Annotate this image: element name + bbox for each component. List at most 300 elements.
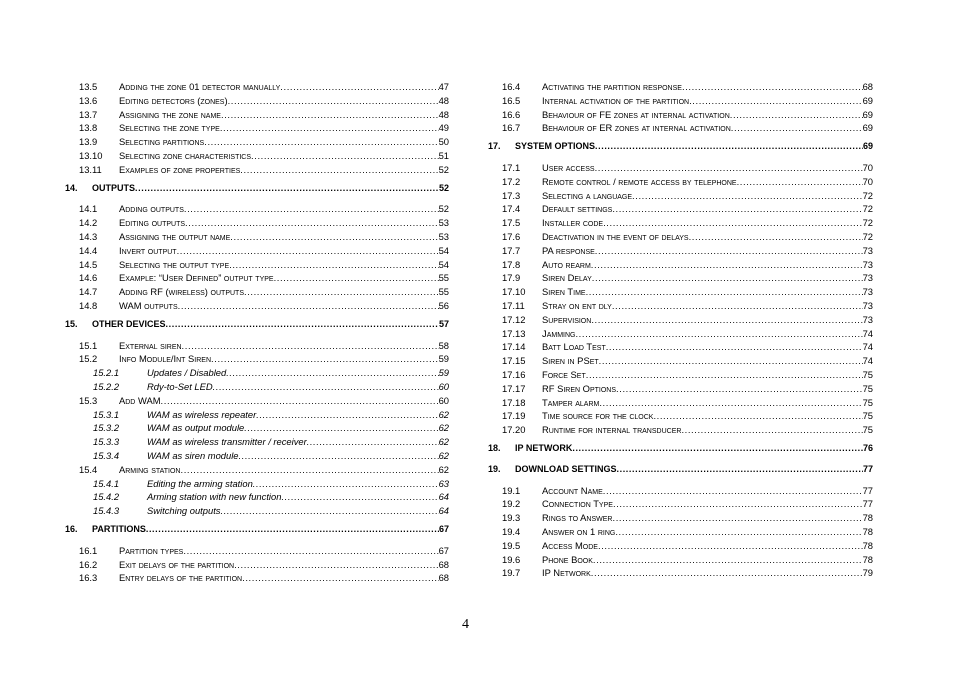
toc-entry-number: 14.6 [79, 272, 98, 284]
toc-entry[interactable] [502, 189, 873, 203]
toc-dot-leader [616, 382, 863, 396]
toc-entry-number: 14.7 [79, 286, 98, 298]
toc-dot-leader [204, 135, 438, 149]
toc-dot-leader [689, 94, 862, 108]
toc-dot-leader [599, 354, 863, 368]
toc-dot-leader [689, 230, 863, 244]
toc-entry-page: 75 [862, 396, 873, 408]
toc-dot-leader [182, 339, 439, 353]
toc-dot-leader [185, 216, 439, 230]
toc-entry-page: 62 [438, 408, 449, 420]
toc-dot-leader [244, 421, 438, 435]
toc-right-column [488, 80, 873, 580]
toc-entry-number: 17.3 [502, 189, 521, 201]
toc-dot-leader [146, 523, 439, 537]
toc-dot-leader [591, 258, 863, 272]
toc-entry-number: 17.4 [502, 203, 521, 215]
toc-dot-leader [274, 271, 439, 285]
toc-entry-number: 17.19 [502, 410, 526, 422]
toc-entry-page: 56 [438, 299, 449, 311]
toc-entry[interactable] [502, 484, 873, 498]
toc-entry-number: 19.1 [502, 484, 521, 496]
toc-entry-title: Selecting the output type [119, 258, 230, 270]
toc-dot-leader [615, 525, 862, 539]
toc-entry-title: WAM as wireless repeater [147, 408, 257, 420]
toc-entry-title: Default settings [542, 203, 613, 215]
toc-entry-number: 13.5 [79, 81, 98, 92]
toc-entry-title: RF Siren Options [542, 382, 617, 394]
toc-dot-leader [681, 423, 862, 437]
toc-entry[interactable] [502, 340, 873, 354]
toc-entry-number: 17.1 [502, 161, 521, 173]
toc-dot-leader [244, 285, 439, 299]
toc-entry-number: 17.15 [502, 355, 526, 367]
toc-entry-title: Access Mode [542, 539, 598, 551]
toc-entry-title: Stray on ent dly [542, 299, 612, 311]
toc-entry-page: 70 [862, 175, 873, 187]
toc-entry[interactable] [502, 566, 873, 580]
toc-entry-number: 15.4.3 [93, 505, 120, 517]
toc-entry-title: Arming station with new function [147, 491, 282, 503]
toc-entry-number: 14. [65, 182, 78, 193]
toc-entry[interactable] [79, 216, 449, 230]
toc-dot-leader [240, 163, 438, 177]
toc-entry-page: 53 [438, 217, 449, 229]
toc-entry[interactable] [79, 271, 449, 285]
toc-entry-title: Editing detectors (zones) [119, 94, 228, 106]
toc-dot-leader [591, 313, 862, 327]
toc-dot-leader [229, 258, 438, 272]
toc-entry-title: Force Set [542, 368, 586, 380]
toc-entry-number: 15.3.3 [93, 436, 120, 448]
toc-entry[interactable] [502, 354, 873, 368]
toc-dot-leader [213, 380, 439, 394]
toc-entry-title: IP NETWORK [515, 442, 573, 453]
toc-entry-page: 59 [438, 367, 449, 379]
toc-entry-title: External siren [119, 339, 182, 351]
toc-entry-number: 14.4 [79, 244, 98, 256]
toc-entry[interactable] [502, 299, 873, 313]
toc-entry-number: 15.3.2 [93, 422, 120, 434]
toc-dot-leader [178, 299, 439, 313]
toc-entry[interactable] [502, 539, 873, 553]
toc-dot-leader [251, 149, 439, 163]
toc-entry-page: 67 [438, 523, 449, 534]
toc-entry-page: 77 [862, 498, 873, 510]
toc-entry-title: Batt Load Test [542, 341, 606, 353]
toc-entry-title: Entry delays of the partition [119, 572, 243, 584]
toc-entry-page: 77 [862, 463, 873, 474]
toc-entry-page: 72 [862, 189, 873, 201]
toc-entry[interactable] [502, 511, 873, 525]
toc-entry[interactable] [79, 339, 449, 353]
toc-entry[interactable] [65, 318, 449, 332]
toc-entry-title: Adding RF (wireless) outputs [119, 286, 244, 298]
toc-entry-title: Installer code [542, 217, 604, 229]
toc-entry-page: 54 [438, 258, 449, 270]
toc-entry[interactable] [79, 135, 449, 149]
toc-entry-title: Siren Delay [542, 272, 592, 284]
toc-entry-number: 15.3.1 [93, 408, 120, 420]
toc-entry-number: 17.13 [502, 327, 526, 339]
toc-entry-title: Remote control / remote access by telephone [542, 175, 737, 187]
toc-entry[interactable] [502, 244, 873, 258]
toc-entry[interactable] [488, 463, 873, 477]
toc-entry[interactable] [502, 409, 873, 423]
toc-entry-title: Siren Time [542, 286, 586, 298]
toc-entry-title: Tamper alarm [542, 396, 600, 408]
toc-entry-number: 13.11 [79, 163, 102, 175]
toc-entry-number: 17.8 [502, 258, 521, 270]
toc-entry-page: 57 [438, 318, 449, 329]
toc-entry-number: 17.11 [502, 299, 525, 311]
toc-entry[interactable] [79, 421, 449, 435]
toc-entry-page: 75 [862, 368, 873, 380]
toc-entry[interactable] [488, 442, 873, 456]
toc-entry[interactable] [502, 271, 873, 285]
toc-entry-number: 19.7 [502, 567, 521, 579]
toc-entry-page: 51 [438, 149, 449, 161]
toc-entry-page: 60 [438, 394, 449, 406]
toc-entry-number: 19.5 [502, 539, 521, 551]
toc-dot-leader [177, 244, 439, 258]
toc-entry[interactable] [79, 244, 449, 258]
toc-dot-leader [239, 449, 439, 463]
toc-entry[interactable] [502, 121, 873, 135]
toc-entry-number: 15.3.4 [93, 449, 120, 461]
toc-dot-leader [281, 490, 438, 504]
toc-entry-title: Runtime for internal transducer [542, 424, 682, 436]
toc-entry-number: 14.1 [79, 203, 98, 215]
toc-entry-number: 14.2 [79, 217, 98, 229]
toc-entry-page: 62 [438, 422, 449, 434]
toc-entry-page: 55 [438, 286, 449, 298]
toc-entry-title: Switching outputs [147, 505, 221, 517]
toc-entry-number: 16.4 [502, 81, 521, 92]
toc-dot-leader [598, 539, 863, 553]
toc-entry-page: 59 [438, 353, 449, 365]
toc-entry[interactable] [79, 463, 449, 477]
toc-entry[interactable] [502, 258, 873, 272]
toc-entry-page: 69 [862, 141, 873, 152]
toc-entry-page: 73 [862, 299, 873, 311]
toc-entry-page: 63 [438, 477, 449, 489]
toc-entry-number: 16. [65, 523, 78, 534]
toc-entry-number: 17. [488, 141, 501, 152]
toc-entry[interactable] [79, 230, 449, 244]
page-number: 4 [462, 617, 469, 632]
toc-entry[interactable] [502, 327, 873, 341]
toc-dot-leader [253, 477, 439, 491]
toc-entry-number: 17.5 [502, 217, 521, 229]
toc-entry-page: 74 [862, 355, 873, 367]
toc-entry-title: OUTPUTS [92, 182, 136, 193]
toc-dot-leader [606, 340, 863, 354]
toc-entry-title: Selecting the zone type [119, 122, 220, 134]
toc-entry[interactable] [79, 380, 449, 394]
toc-entry[interactable] [79, 449, 449, 463]
toc-entry-title: Account Name [542, 484, 603, 496]
toc-entry[interactable] [502, 175, 873, 189]
toc-entry[interactable] [502, 396, 873, 410]
toc-entry[interactable] [502, 94, 873, 108]
toc-entry-page: 73 [862, 272, 873, 284]
toc-entry-number: 14.8 [79, 299, 98, 311]
toc-entry-page: 62 [438, 463, 449, 475]
toc-dot-leader [730, 108, 863, 122]
toc-entry-page: 73 [862, 258, 873, 270]
toc-entry-number: 19.3 [502, 512, 521, 524]
toc-entry[interactable] [502, 230, 873, 244]
toc-entry-page: 60 [438, 380, 449, 392]
toc-entry-page: 48 [438, 108, 449, 120]
toc-entry[interactable] [79, 149, 449, 163]
toc-entry[interactable] [488, 140, 873, 154]
toc-dot-leader [220, 121, 439, 135]
toc-entry[interactable] [79, 571, 449, 585]
toc-entry-title: Example: “User Defined” output type [119, 272, 274, 284]
toc-entry-page: 58 [438, 339, 449, 351]
toc-entry-page: 64 [438, 505, 449, 517]
toc-entry-number: 15.2.2 [93, 380, 120, 392]
toc-entry-number: 17.12 [502, 313, 526, 325]
toc-entry[interactable] [502, 368, 873, 382]
toc-entry-title: IP Network [542, 567, 591, 579]
toc-entry[interactable] [79, 504, 449, 518]
toc-dot-leader [184, 202, 439, 216]
toc-entry-page: 74 [862, 341, 873, 353]
toc-entry-number: 17.9 [502, 272, 521, 284]
toc-entry-page: 78 [862, 512, 873, 524]
toc-entry-page: 78 [862, 553, 873, 565]
toc-entry-title: Internal activation of the partition [542, 94, 690, 106]
toc-entry[interactable] [502, 313, 873, 327]
toc-dot-leader [599, 396, 862, 410]
toc-entry-title: Rings to Answer [542, 512, 613, 524]
toc-entry[interactable] [79, 558, 449, 572]
toc-entry[interactable] [79, 94, 449, 108]
toc-entry-page: 53 [438, 230, 449, 242]
toc-entry[interactable] [502, 553, 873, 567]
toc-entry-number: 19. [488, 463, 501, 474]
toc-dot-leader [226, 366, 438, 380]
toc-entry[interactable] [502, 382, 873, 396]
toc-entry-page: 72 [862, 203, 873, 215]
toc-entry-number: 15.4 [79, 463, 98, 475]
toc-entry[interactable] [79, 435, 449, 449]
toc-entry-title: Assigning the output name [119, 230, 231, 242]
toc-entry-title: Supervision [542, 313, 592, 325]
toc-dot-leader [612, 511, 862, 525]
toc-entry-page: 50 [438, 136, 449, 148]
toc-entry-title: Jamming [542, 327, 576, 339]
toc-dot-leader [731, 121, 863, 135]
toc-dot-leader [595, 161, 863, 175]
toc-dot-leader [575, 327, 862, 341]
toc-entry-title: Rdy-to-Set LED [147, 380, 213, 392]
toc-dot-leader [211, 352, 439, 366]
toc-entry-title: Connection Type [542, 498, 613, 510]
toc-dot-leader [595, 140, 863, 154]
toc-entry-page: 68 [862, 81, 873, 92]
toc-entry-page: 77 [862, 484, 873, 496]
toc-entry-number: 13.6 [79, 94, 98, 106]
toc-entry-number: 18. [488, 442, 501, 453]
toc-entry-page: 75 [862, 424, 873, 436]
toc-entry-title: Activating the partition response [542, 81, 682, 92]
toc-dot-leader [593, 553, 863, 567]
toc-entry-page: 48 [438, 94, 449, 106]
toc-entry[interactable] [79, 299, 449, 313]
toc-entry-page: 73 [862, 313, 873, 325]
toc-entry-page: 76 [862, 442, 873, 453]
toc-entry-number: 17.17 [502, 382, 526, 394]
toc-entry-title: Editing the arming station [147, 477, 253, 489]
toc-dot-leader [135, 182, 439, 196]
toc-entry-number: 15.2.1 [93, 367, 120, 379]
toc-entry-title: Examples of zone properties [119, 163, 241, 175]
toc-dot-leader [220, 504, 438, 518]
toc-dot-leader [617, 463, 863, 477]
toc-entry-number: 15.4.2 [93, 491, 120, 503]
toc-dot-leader [221, 108, 439, 122]
toc-entry-number: 17.7 [502, 244, 521, 256]
toc-entry-number: 13.8 [79, 122, 98, 134]
toc-entry-page: 54 [438, 244, 449, 256]
toc-entry-title: WAM outputs [119, 299, 178, 311]
toc-entry[interactable] [502, 216, 873, 230]
toc-entry[interactable] [79, 490, 449, 504]
toc-dot-leader [586, 285, 863, 299]
toc-entry-number: 17.2 [502, 175, 521, 187]
toc-entry-number: 19.4 [502, 525, 521, 537]
toc-entry-title: Deactivation in the event of delays [542, 230, 689, 242]
toc-entry[interactable] [79, 394, 449, 408]
toc-entry-page: 74 [862, 327, 873, 339]
toc-entry[interactable] [502, 497, 873, 511]
toc-entry[interactable] [79, 108, 449, 122]
toc-entry-number: 16.1 [79, 544, 98, 556]
toc-entry-page: 70 [862, 161, 873, 173]
toc-entry[interactable] [79, 80, 449, 94]
toc-entry[interactable] [79, 366, 449, 380]
toc-entry-page: 52 [438, 203, 449, 215]
toc-entry[interactable] [502, 285, 873, 299]
toc-entry-page: 73 [862, 286, 873, 298]
toc-entry-page: 69 [862, 122, 873, 134]
toc-entry-title: Adding the zone 01 detector manually [119, 81, 281, 92]
toc-entry[interactable] [79, 163, 449, 177]
toc-dot-leader [256, 408, 438, 422]
toc-entry-page: 64 [438, 491, 449, 503]
toc-entry-number: 15.4.1 [93, 477, 120, 489]
toc-entry[interactable] [502, 202, 873, 216]
toc-entry[interactable] [79, 544, 449, 558]
toc-entry-number: 17.14 [502, 341, 526, 353]
toc-entry-title: Exit delays of the partition [119, 558, 235, 570]
toc-entry[interactable] [79, 258, 449, 272]
toc-entry-title: Editing outputs [119, 217, 186, 229]
toc-entry[interactable] [502, 423, 873, 437]
toc-entry[interactable] [65, 523, 449, 537]
toc-entry[interactable] [502, 80, 873, 94]
toc-entry-title: Siren in PSet [542, 355, 599, 367]
toc-entry[interactable] [79, 121, 449, 135]
toc-entry-page: 47 [438, 81, 449, 92]
toc-entry[interactable] [79, 202, 449, 216]
toc-entry-number: 15.2 [79, 353, 98, 365]
toc-entry-page: 55 [438, 272, 449, 284]
toc-entry-title: Adding outputs [119, 203, 184, 215]
toc-entry-title: WAM as wireless transmitter / receiver [147, 436, 307, 448]
toc-entry-title: OTHER DEVICES [92, 318, 166, 329]
toc-entry-title: Assigning the zone name [119, 108, 221, 120]
toc-entry-title: Time source for the clock [542, 410, 654, 422]
toc-entry-page: 67 [438, 544, 449, 556]
toc-entry[interactable] [79, 477, 449, 491]
toc-entry-page: 73 [862, 244, 873, 256]
toc-entry[interactable] [79, 285, 449, 299]
toc-entry-number: 16.6 [502, 108, 521, 120]
toc-entry-title: PA response [542, 244, 595, 256]
toc-entry-page: 52 [438, 182, 449, 193]
toc-entry-title: SYSTEM OPTIONS [515, 141, 596, 152]
toc-entry-page: 52 [438, 163, 449, 175]
toc-entry-page: 72 [862, 230, 873, 242]
toc-dot-leader [737, 175, 863, 189]
toc-entry-number: 13.10 [79, 149, 103, 161]
toc-entry-number: 15. [65, 318, 78, 329]
toc-entry-number: 13.7 [79, 108, 98, 120]
toc-entry[interactable] [65, 182, 449, 196]
toc-entry[interactable] [502, 108, 873, 122]
toc-entry-title: Selecting partitions [119, 136, 205, 148]
toc-entry-page: 49 [438, 122, 449, 134]
toc-dot-leader [592, 271, 863, 285]
toc-entry-title: Behaviour of ER zones at internal activation [542, 122, 731, 134]
toc-entry-page: 78 [862, 525, 873, 537]
toc-entry-title: PARTITIONS [92, 523, 146, 534]
toc-entry-title: Behaviour of FE zones at internal activation [542, 108, 730, 120]
toc-entry-page: 62 [438, 449, 449, 461]
toc-dot-leader [603, 216, 862, 230]
toc-entry-number: 17.10 [502, 286, 526, 298]
toc-entry[interactable] [502, 525, 873, 539]
toc-entry-page: 68 [438, 558, 449, 570]
toc-dot-leader [228, 94, 439, 108]
toc-entry-title: Add WAM [119, 394, 161, 406]
toc-dot-leader [653, 409, 862, 423]
toc-entry[interactable] [79, 352, 449, 366]
toc-dot-leader [612, 299, 863, 313]
toc-entry-title: User access [542, 161, 595, 173]
toc-entry[interactable] [502, 161, 873, 175]
toc-entry-page: 72 [862, 217, 873, 229]
toc-entry-number: 17.18 [502, 396, 526, 408]
toc-dot-leader [632, 189, 863, 203]
toc-entry-title: WAM as siren module [147, 449, 239, 461]
toc-entry-title: Arming station [119, 463, 181, 475]
toc-dot-leader [180, 463, 438, 477]
toc-entry-title: Updates / Disabled [147, 367, 227, 379]
toc-entry-title: Answer on 1 ring [542, 525, 616, 537]
toc-entry-title: Selecting a language [542, 189, 633, 201]
toc-entry-title: Partition types [119, 544, 184, 556]
toc-entry-page: 62 [438, 436, 449, 448]
toc-dot-leader [230, 230, 438, 244]
toc-entry-number: 17.20 [502, 424, 526, 436]
toc-entry[interactable] [79, 408, 449, 422]
